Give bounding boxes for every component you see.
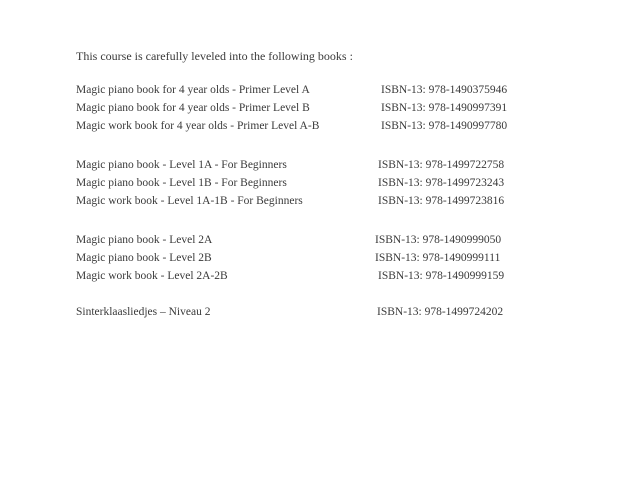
book-isbn: ISBN-13: 978-1499723816 — [378, 195, 505, 207]
book-isbn: ISBN-13: 978-1499722758 — [378, 159, 505, 171]
book-isbn: ISBN-13: 978-1499723243 — [378, 177, 505, 189]
book-isbn: ISBN-13: 978-1490999050 — [375, 234, 502, 246]
book-title: Magic work book for 4 year olds - Primer Level A-B — [76, 120, 320, 132]
book-row — [76, 267, 546, 285]
book-title: Magic piano book - Level 2A — [76, 234, 213, 246]
book-title: Magic piano book for 4 year olds - Primer Level A — [76, 84, 310, 96]
book-row — [76, 99, 546, 117]
book-isbn: ISBN-13: 978-1490997391 — [381, 102, 508, 114]
book-group-level-1 — [76, 156, 546, 210]
book-title: Magic piano book for 4 year olds - Primer Level B — [76, 102, 310, 114]
book-group-level-2 — [76, 231, 546, 285]
intro-text: This course is carefully leveled into the following books : — [76, 49, 353, 63]
book-title: Magic work book - Level 2A-2B — [76, 270, 228, 282]
book-title: Magic piano book - Level 2B — [76, 252, 212, 264]
book-row — [76, 174, 546, 192]
book-isbn: ISBN-13: 978-1499724202 — [377, 306, 504, 318]
book-isbn: ISBN-13: 978-1490375946 — [381, 84, 508, 96]
book-row — [76, 192, 546, 210]
book-title: Magic piano book - Level 1B - For Beginners — [76, 177, 287, 189]
book-group-sinterklaas — [76, 303, 546, 321]
book-title: Magic work book - Level 1A-1B - For Beginners — [76, 195, 303, 207]
book-row — [76, 81, 546, 99]
book-group-primer — [76, 81, 546, 135]
book-row — [76, 231, 546, 249]
book-isbn: ISBN-13: 978-1490999159 — [378, 270, 505, 282]
book-title: Magic piano book - Level 1A - For Beginners — [76, 159, 287, 171]
book-row — [76, 303, 546, 321]
book-row — [76, 156, 546, 174]
book-row — [76, 117, 546, 135]
book-title: Sinterklaasliedjes – Niveau 2 — [76, 306, 211, 318]
book-row — [76, 249, 546, 267]
book-isbn: ISBN-13: 978-1490997780 — [381, 120, 508, 132]
book-isbn: ISBN-13: 978-1490999111 — [375, 252, 501, 264]
